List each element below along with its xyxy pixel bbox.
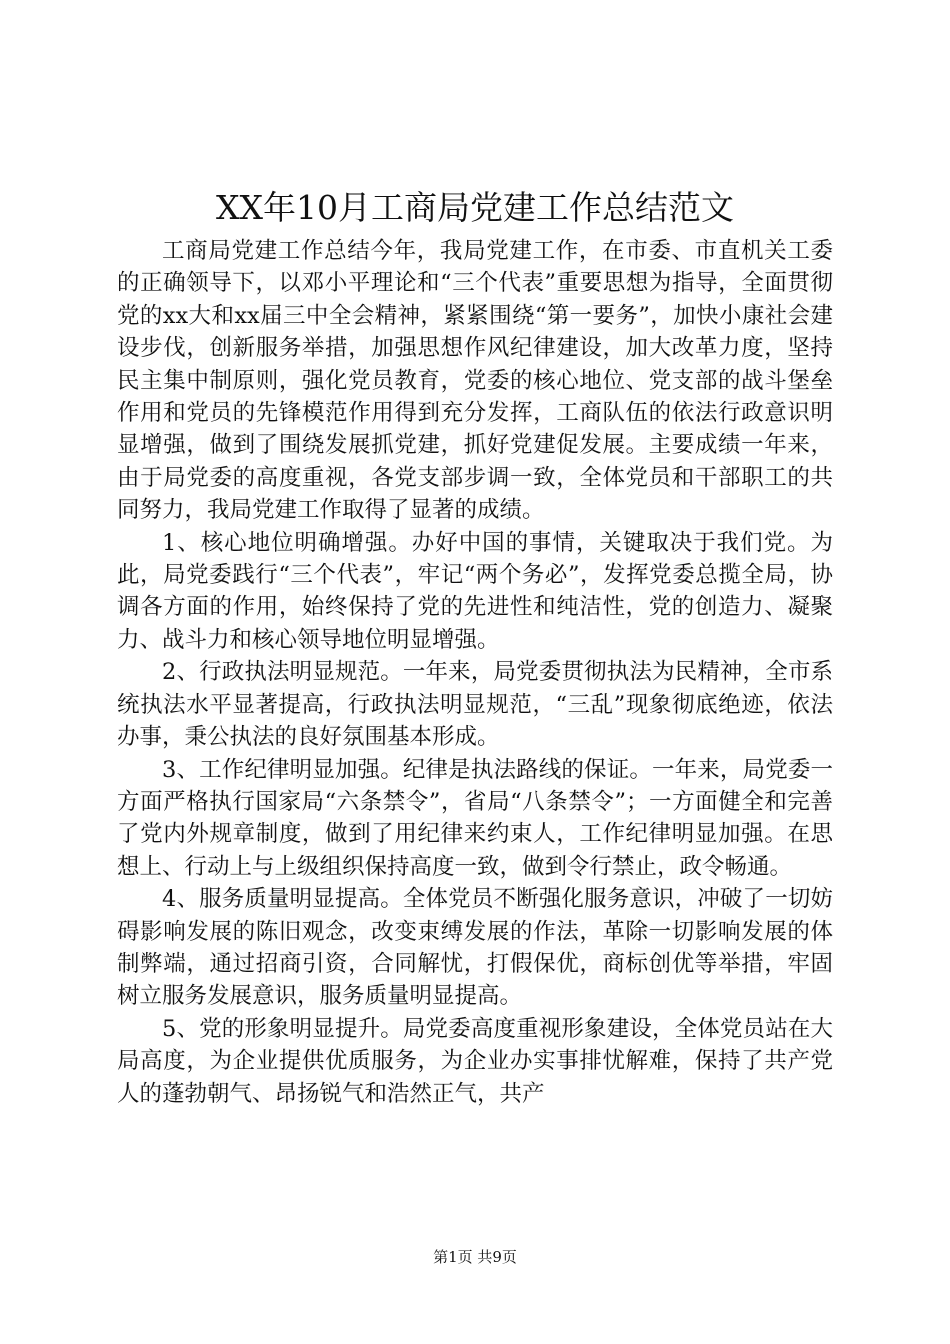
paragraph-4: 4、服务质量明显提高。全体党员不断强化服务意识，冲破了一切妨碍影响发展的陈旧观念，改变束缚发展的作法，革除一切影响发展的体制弊端，通过招商引资，合同解忧，打假保优，商标创优等举措，牢固树立服务发展意识，服务质量明显提高。 bbox=[117, 886, 833, 1010]
paragraph-2: 2、行政执法明显规范。一年来，局党委贯彻执法为民精神，全市系统执法水平显著提高，行政执法明显规范，“三乱”现象彻底绝迹，依法办事，秉公执法的良好氛围基本形成。 bbox=[117, 659, 833, 751]
paragraph-5: 5、党的形象明显提升。局党委高度重视形象建设，全体党员站在大局高度，为企业提供优质服务，为企业办实事排忧解难，保持了共产党人的蓬勃朝气、昂扬锐气和浩然正气，共产 bbox=[117, 1015, 833, 1107]
paragraph-3: 3、工作纪律明显加强。纪律是执法路线的保证。一年来，局党委一方面严格执行国家局“六条禁令”，省局“八条禁令”；一方面健全和完善了党内外规章制度，做到了用纪律来约束人，工作纪律明显加强。在思想上、行动上与上级组织保持高度一致，做到令行禁止，政令畅通。 bbox=[117, 756, 833, 880]
page-footer: 第1页 共9页 bbox=[433, 1248, 517, 1266]
paragraph-intro: 工商局党建工作总结今年，我局党建工作，在市委、市直机关工委的正确领导下，以邓小平理论和“三个代表”重要思想为指导，全面贯彻党的xx大和xx届三中全会精神，紧紧围绕“第一要务”，加快小康社会建设步伐，创新服务举措，加强思想作风纪律建设，加大改革力度，坚持民主集中制原则，强化党员教育，党委的核心地位、党支部的战斗堡垒作用和党员的先锋模范作用得到充分发挥，工商队伍的依法行政意识明显增强，做到了围绕发展抓党建，抓好党建促发展。主要成绩一年来，由于局党委的高度重视，各党支部步调一致，全体党员和干部职工的共同努力，我局党建工作取得了显著的成绩。 bbox=[117, 238, 833, 524]
document-body bbox=[117, 235, 833, 1110]
paragraph-1: 1、核心地位明确增强。办好中国的事情，关键取决于我们党。为此，局党委践行“三个代表”，牢记“两个务必”，发挥党委总揽全局，协调各方面的作用，始终保持了党的先进性和纯洁性，党的创造力、凝聚力、战斗力和核心领导地位明显增强。 bbox=[117, 529, 833, 653]
document-title: XX年10月工商局党建工作总结范文 bbox=[216, 188, 734, 227]
